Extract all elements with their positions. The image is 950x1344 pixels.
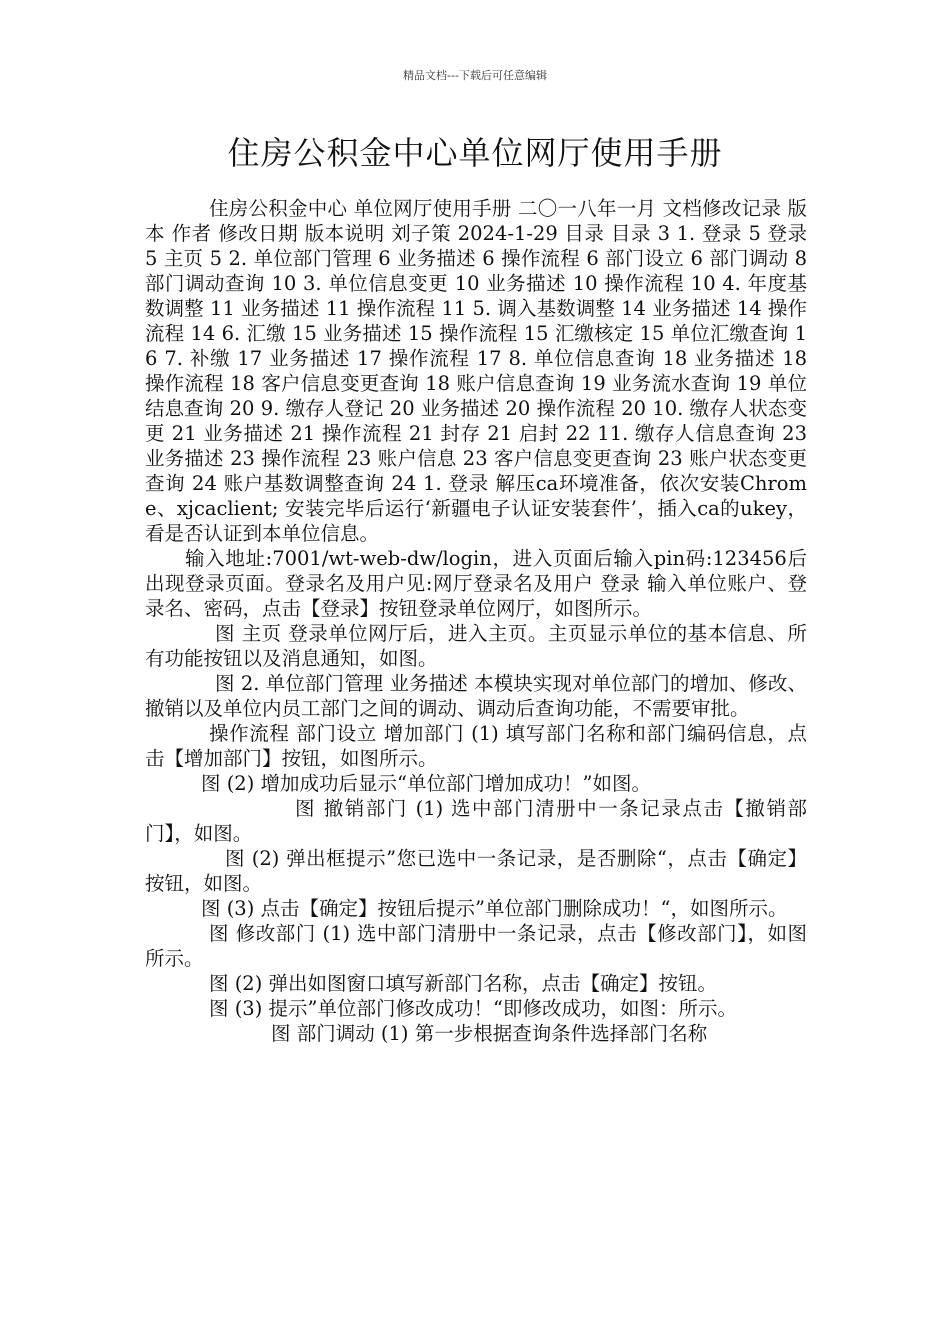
paragraph-modify-window: 图 (2) 弹出如图窗口填写新部门名称，点击【确定】按钮。 [209, 972, 718, 995]
paragraph-dept-create: 操作流程 部门设立 增加部门 (1) 填写部门名称和部门编码信息，点击【增加部门】按钮，如图所示。 [145, 722, 807, 770]
document-body [145, 196, 807, 1046]
paragraph-modify-success: 图 (3) 提示”单位部门修改成功！“即修改成功，如图：所示。 [209, 997, 737, 1020]
paragraph-dept-mgmt: 图 2. 单位部门管理 业务描述 本模块实现对单位部门的增加、修改、撤销以及单位内员工部门之间的调动、调动后查询功能，不需要审批。 [145, 672, 807, 720]
paragraph-delete-success: 图 (3) 点击【确定】按钮后提示”单位部门删除成功！“，如图所示。 [201, 897, 788, 920]
paragraph-dept-transfer: 图 部门调动 (1) 第一步根据查询条件选择部门名称 [271, 1022, 708, 1045]
paragraph-add-success: 图 (2) 增加成功后显示“单位部门增加成功！”如图。 [201, 772, 651, 795]
paragraph-dept-revoke: 图 撤销部门 (1) 选中部门清册中一条记录点击【撤销部门】，如图。 [145, 797, 807, 845]
document-title: 住房公积金中心单位网厅使用手册 [227, 134, 723, 172]
paragraph-toc: 住房公积金中心 单位网厅使用手册 二〇一八年一月 文档修改记录 版本 作者 修改日期 版本说明 刘子策 2024-1-29 目录 目录 3 1. 登录 5 登录 5 主页 5 2. 单位部门管理 6 业务描述 6 操作流程 6 部门设立 6 部门调动 8 部门调动查询 10 3. 单位信息变更 10 业务描述 10 操作流程 10 4. 年度基数调整 11 业务描述 11 操作流程 11 5. 调入基数调整 14 业务描述 14 操作流程 14 6. 汇缴 15 业务描述 15 操作流程 15 汇缴核定 15 单位汇缴查询 16 7. 补缴 17 业务描述 17 操作流程 17 8. 单位信息查询 18 业务描述 18 操作流程 18 客户信息变更查询 18 账户信息查询 19 业务流水查询 19 单位结息查询 20 9. 缴存人登记 20 业务描述 20 操作流程 20 10. 缴存人状态变更 21 业务描述 21 操作流程 21 封存 21 启封 22 11. 缴存人信息查询 23 业务描述 23 操作流程 23 账户信息 23 客户信息变更查询 23 账户状态变更查询 24 账户基数调整查询 24 1. 登录 解压ca环境准备，依次安装Chrome、xjcaclient; 安装完毕后运行‘新疆电子认证安装套件’，插入ca的ukey，看是否认证到本单位信息。 [145, 197, 807, 545]
paragraph-confirm-prompt: 图 (2) 弹出框提示”您已选中一条记录，是否删除“，点击【确定】按钮，如图。 [145, 847, 807, 895]
paragraph-homepage: 图 主页 登录单位网厅后，进入主页。主页显示单位的基本信息、所有功能按钮以及消息通知，如图。 [145, 622, 807, 670]
paragraph-login-address: 输入地址:7001/wt-web-dw/login，进入页面后输入pin码:123456后出现登录页面。登录名及用户见:网厅登录名及用户 登录 输入单位账户、登录名、密码，点击【登录】按钮登录单位网厅，如图所示。 [145, 547, 807, 620]
paragraph-dept-modify: 图 修改部门 (1) 选中部门清册中一条记录，点击【修改部门】，如图所示。 [145, 922, 807, 970]
header-note: 精品文档---下载后可任意编辑 [403, 69, 547, 82]
